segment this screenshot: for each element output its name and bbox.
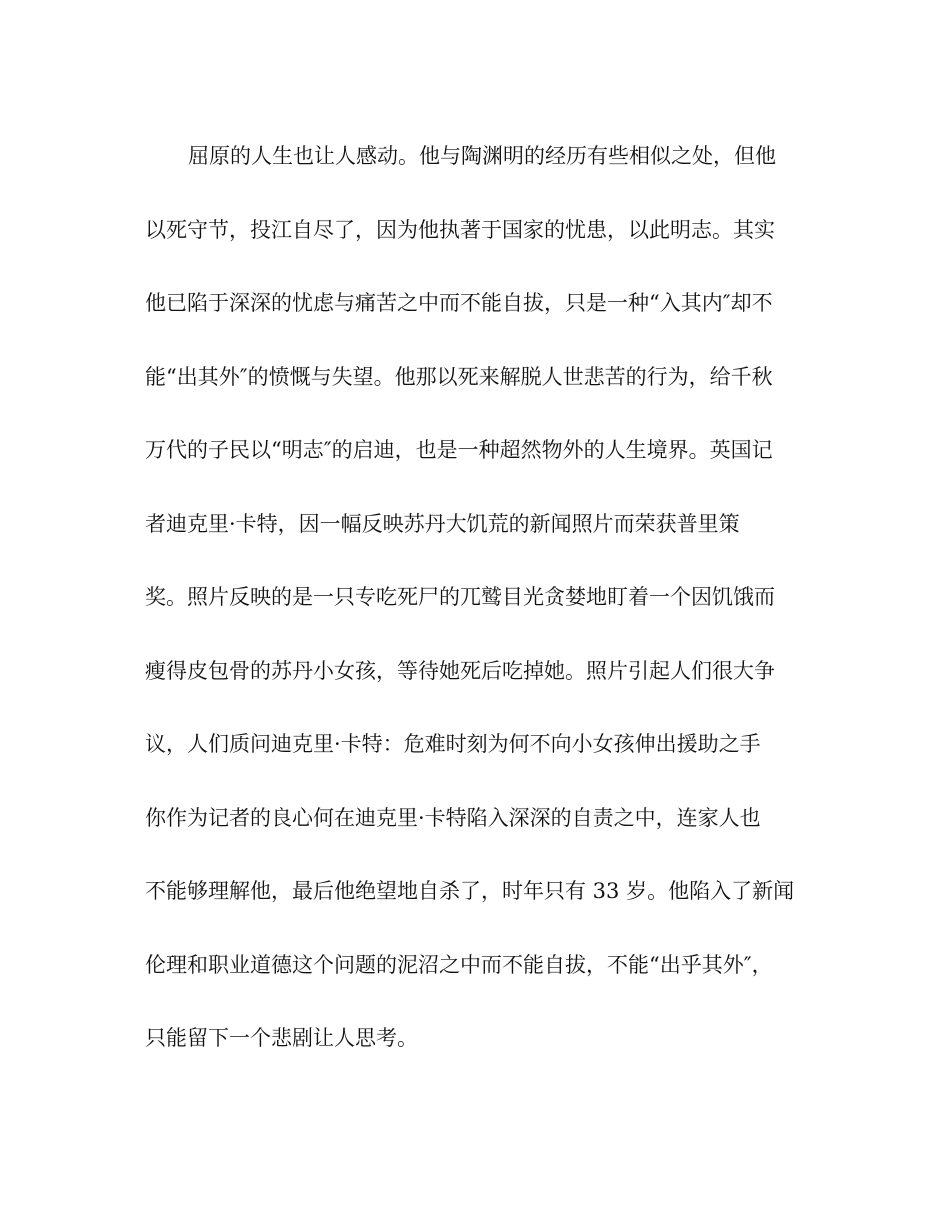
paragraph-line: 议，人们质问迪克里·卡特：危难时刻为何不向小女孩伸出援助之手: [145, 732, 761, 756]
paragraph-line: 以死守节，投江自尽了，因为他执著于国家的忧患，以此明志。其实: [145, 217, 775, 242]
paragraph-line: 万代的子民以“明志″的启迪，也是一种超然物外的人生境界。英国记: [145, 438, 773, 462]
paragraph-line: 瘦得皮包骨的苏丹小女孩，等待她死后吃掉她。照片引起人们很大争: [145, 658, 775, 683]
paragraph-line: 者迪克里·卡特，因一幅反映苏丹大饥荒的新闻照片而荣获普里策: [145, 511, 740, 536]
paragraph-line: 不能够理解他，最后他绝望地自杀了，时年只有 33 岁。他陷入了新闻: [145, 879, 795, 903]
paragraph-line: 只能留下一个悲剧让人思考。: [145, 1026, 418, 1050]
paragraph-line: 奖。照片反映的是一只专吃死尸的兀鹫目光贪婪地盯着一个因饥饿而: [145, 585, 775, 609]
paragraph-line: 屈原的人生也让人感动。他与陶渊明的经历有些相似之处，但他: [188, 144, 776, 168]
body-paragraph: [145, 135, 815, 1091]
paragraph-line: 伦理和职业道德这个问题的泥沼之中而不能自拔，不能“出乎其外″，: [145, 952, 773, 977]
paragraph-line: 能“出其外″的愤慨与失望。他那以死来解脱人世悲苦的行为，给千秋: [145, 364, 773, 389]
paragraph-line: 他已陷于深深的忧虑与痛苦之中而不能自拔，只是一种“入其内″却不: [145, 291, 773, 315]
paragraph-line: 你作为记者的良心何在迪克里·卡特陷入深深的自责之中，连家人也: [145, 805, 761, 830]
